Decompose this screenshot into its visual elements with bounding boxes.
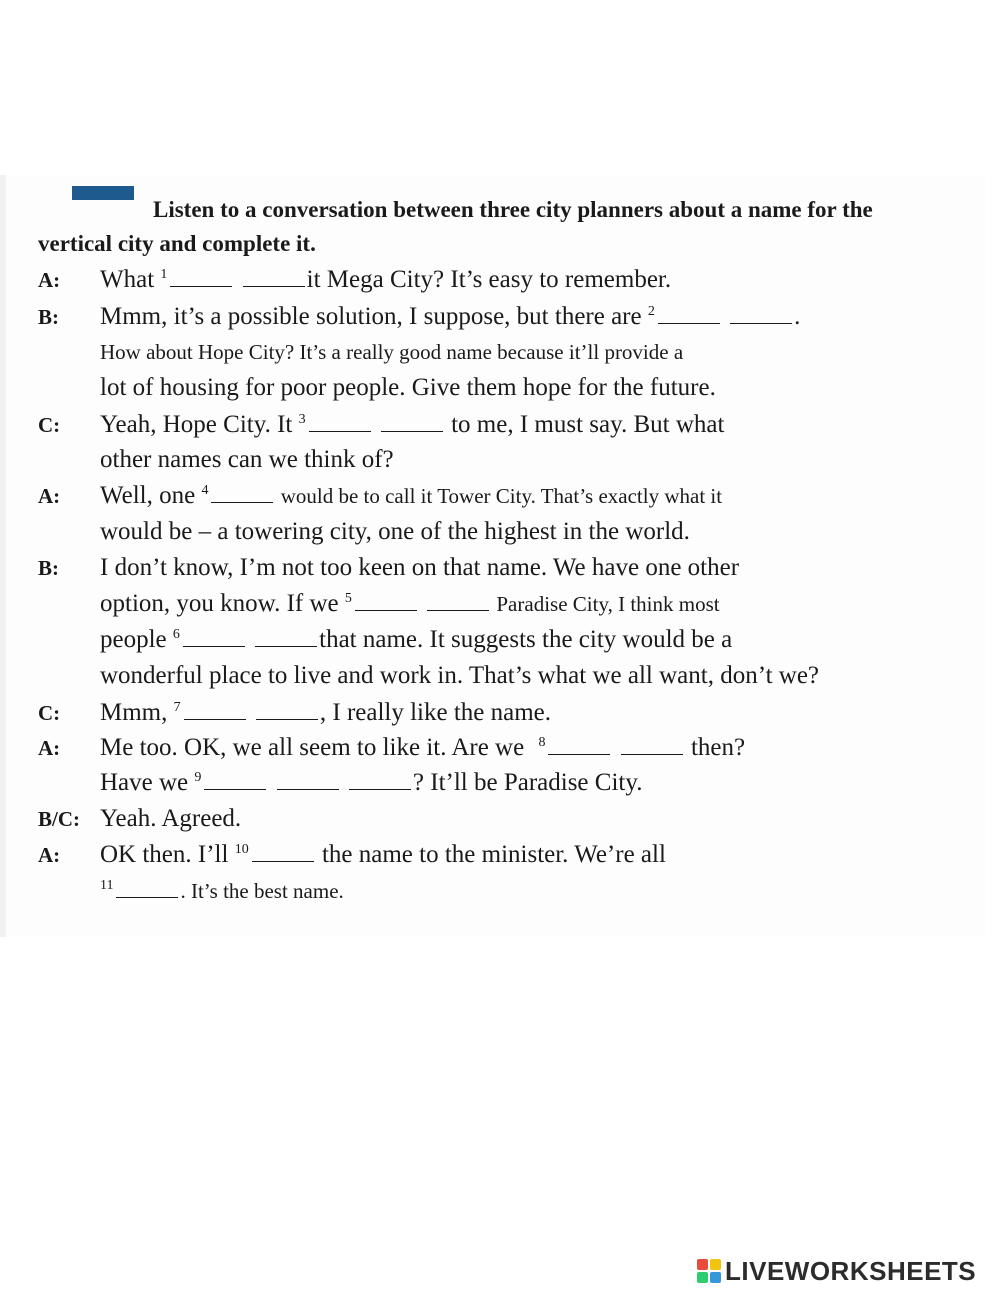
answer-blank[interactable] [256,701,318,720]
scan-edge [0,175,6,937]
blank-number: 2 [647,303,655,319]
answer-blank[interactable] [211,484,273,503]
speaker-label: A: [38,736,61,760]
speaker-label: B/C: [38,807,80,831]
speaker-label: A: [38,484,61,508]
answer-blank[interactable] [730,305,792,324]
exercise-instruction: Listen to a conversation between three city planners about a name for the vertical city and complete it. [38,197,873,256]
blank-number: 10 [234,841,249,857]
speaker-label: A: [38,268,61,292]
speaker-label: A: [38,843,61,867]
answer-blank[interactable] [349,771,411,790]
blank-number: 6 [172,626,180,642]
logo-mark-icon [697,1259,721,1283]
speaker-label: B: [38,556,59,580]
blank-number: 8 [538,734,546,750]
answer-blank[interactable] [184,701,246,720]
answer-blank[interactable] [309,413,371,432]
blank-number: 9 [194,769,202,785]
answer-blank[interactable] [243,268,305,287]
liveworksheets-logo [697,1255,976,1287]
speaker-label: C: [38,413,61,437]
brand-name: LIVEWORKSHEETS [725,1255,977,1286]
answer-blank[interactable] [170,268,232,287]
answer-blank[interactable] [658,305,720,324]
blank-number: 4 [201,482,209,498]
answer-blank[interactable] [255,628,317,647]
speaker-label: C: [38,701,61,725]
answer-blank[interactable] [355,592,417,611]
answer-blank[interactable] [621,736,683,755]
answer-blank[interactable] [548,736,610,755]
blank-number: 11 [100,877,114,893]
answer-blank[interactable] [116,879,178,898]
blank-number: 7 [173,699,181,715]
answer-blank[interactable] [427,592,489,611]
speaker-label: B: [38,305,59,329]
blank-number: 1 [160,266,168,282]
answer-blank[interactable] [252,843,314,862]
blank-number: 3 [298,411,306,427]
answer-blank[interactable] [277,771,339,790]
answer-blank[interactable] [183,628,245,647]
answer-blank[interactable] [204,771,266,790]
blank-number: 5 [344,590,352,606]
answer-blank[interactable] [381,413,443,432]
